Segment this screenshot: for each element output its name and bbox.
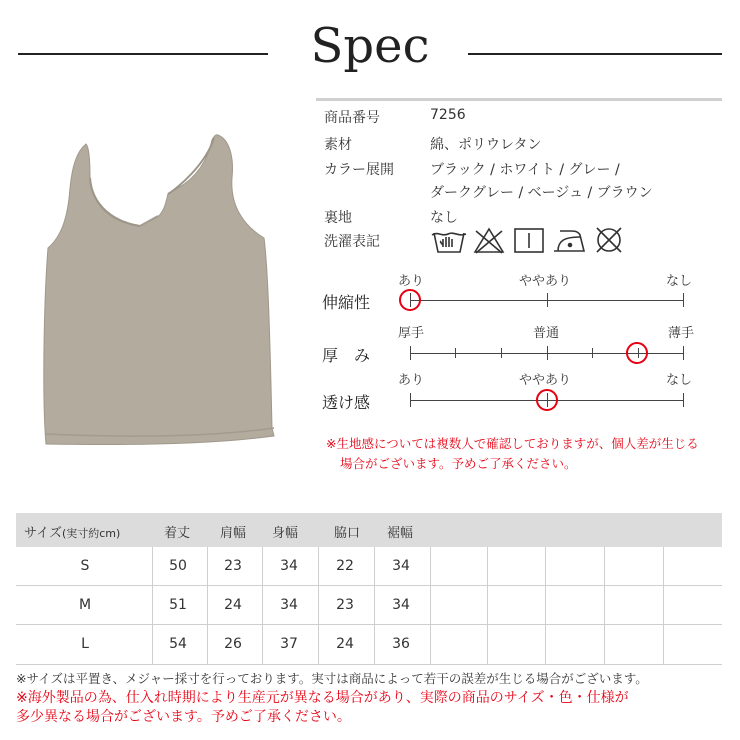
table-cell: 34	[280, 597, 298, 613]
col-header-length: 着丈	[164, 526, 191, 541]
scale-1-name: 伸縮性	[322, 293, 371, 312]
table-row-size: L	[81, 636, 89, 652]
hand-wash-icon	[432, 233, 466, 252]
spec-value-item-number: 7256	[430, 107, 466, 123]
scale-2-tick	[592, 348, 593, 358]
table-cell: 36	[392, 636, 410, 652]
size-table-header-label	[24, 522, 120, 541]
hang-dry-icon	[515, 229, 543, 252]
row-divider	[16, 585, 722, 586]
scale-3-tick	[683, 393, 684, 407]
page-title: Spec	[310, 18, 430, 74]
col-header-shoulder: 肩幅	[220, 526, 247, 541]
scale-2-tick	[455, 348, 456, 358]
scale-2-left: 厚手	[398, 326, 425, 341]
col-divider	[318, 547, 319, 664]
scale-2-tick	[501, 348, 502, 358]
care-icons	[430, 225, 630, 255]
spec-value-lining: なし	[430, 210, 458, 226]
scale-2-mid: 普通	[533, 326, 560, 341]
col-divider	[487, 547, 488, 664]
col-header-chest: 身幅	[272, 526, 299, 541]
scale-1-right: なし	[666, 274, 693, 289]
spec-value-colors: ブラック / ホワイト / グレー /	[430, 162, 620, 178]
scale-1-tick	[683, 293, 684, 307]
iron-low-icon	[554, 231, 584, 251]
scale-3-marker	[536, 389, 558, 411]
scale-1-tick	[547, 293, 548, 307]
col-divider	[430, 547, 431, 664]
scale-2-name: 厚 み	[322, 346, 371, 365]
footer-note-3: 多少異なる場合がございます。予めご了承ください。	[16, 709, 351, 725]
no-bleach-icon	[475, 229, 503, 253]
spec-label-material: 素材	[324, 137, 352, 153]
size-header-sub: (実寸約cm)	[61, 527, 121, 540]
spec-top-rule	[316, 98, 722, 101]
table-cell: 24	[224, 597, 242, 613]
spec-note-line2: 場合がございます。予めご了承ください。	[340, 456, 577, 471]
product-image	[18, 98, 302, 482]
table-cell: 34	[392, 558, 410, 574]
table-cell: 23	[336, 597, 354, 613]
scale-2-tick	[410, 346, 411, 360]
col-header-hem: 裾幅	[387, 526, 414, 541]
spec-label-item-number: 商品番号	[324, 110, 380, 126]
scale-2-tick	[683, 346, 684, 360]
spec-value-material: 綿、ポリウレタン	[430, 137, 542, 153]
scale-1-marker	[399, 289, 421, 311]
col-divider	[262, 547, 263, 664]
col-header-armhole: 脇口	[334, 526, 361, 541]
scale-1-left: あり	[398, 274, 425, 289]
table-row-size: M	[78, 597, 92, 613]
scale-3-left: あり	[398, 373, 425, 388]
table-cell: 34	[280, 558, 298, 574]
scale-3-name: 透け感	[322, 393, 371, 412]
scale-3-right: なし	[666, 373, 693, 388]
spec-label-care: 洗濯表記	[324, 234, 380, 250]
table-cell: 34	[392, 597, 410, 613]
spec-label-lining: 裏地	[324, 210, 352, 226]
size-header-label: サイズ	[24, 526, 62, 541]
col-divider	[663, 547, 664, 664]
footer-note-2: ※海外製品の為、仕入れ時期により生産元が異なる場合があり、実際の商品のサイズ・色・仕様が	[16, 690, 629, 706]
scale-2-right: 薄手	[668, 326, 695, 341]
spec-label-colors: カラー展開	[324, 162, 394, 178]
size-table-header	[16, 513, 722, 547]
table-cell: 24	[336, 636, 354, 652]
spec-value-colors-2: ダークグレー / ベージュ / ブラウン	[430, 185, 653, 201]
spec-note-line1: ※生地感については複数人で確認しておりますが、個人差が生じる	[326, 436, 699, 451]
table-cell: 23	[224, 558, 242, 574]
col-divider	[374, 547, 375, 664]
no-dry-clean-icon	[597, 228, 621, 252]
table-cell: 22	[336, 558, 354, 574]
scale-1-mid: ややあり	[519, 274, 572, 289]
table-cell: 26	[224, 636, 242, 652]
scale-2-tick	[547, 346, 548, 360]
table-cell: 54	[169, 636, 187, 652]
col-divider	[604, 547, 605, 664]
table-row-size: S	[80, 558, 90, 574]
scale-3-tick	[410, 393, 411, 407]
table-cell: 37	[280, 636, 298, 652]
row-divider	[16, 624, 722, 625]
footer-note-1: ※サイズは平置き、メジャー採寸を行っております。実寸は商品によって若干の誤差が生じる場合がございます。	[16, 671, 648, 686]
table-cell: 51	[169, 597, 187, 613]
scale-3-mid: ややあり	[519, 373, 572, 388]
scale-2-marker	[626, 342, 648, 364]
table-cell: 50	[169, 558, 187, 574]
row-divider	[16, 664, 722, 665]
col-divider	[545, 547, 546, 664]
